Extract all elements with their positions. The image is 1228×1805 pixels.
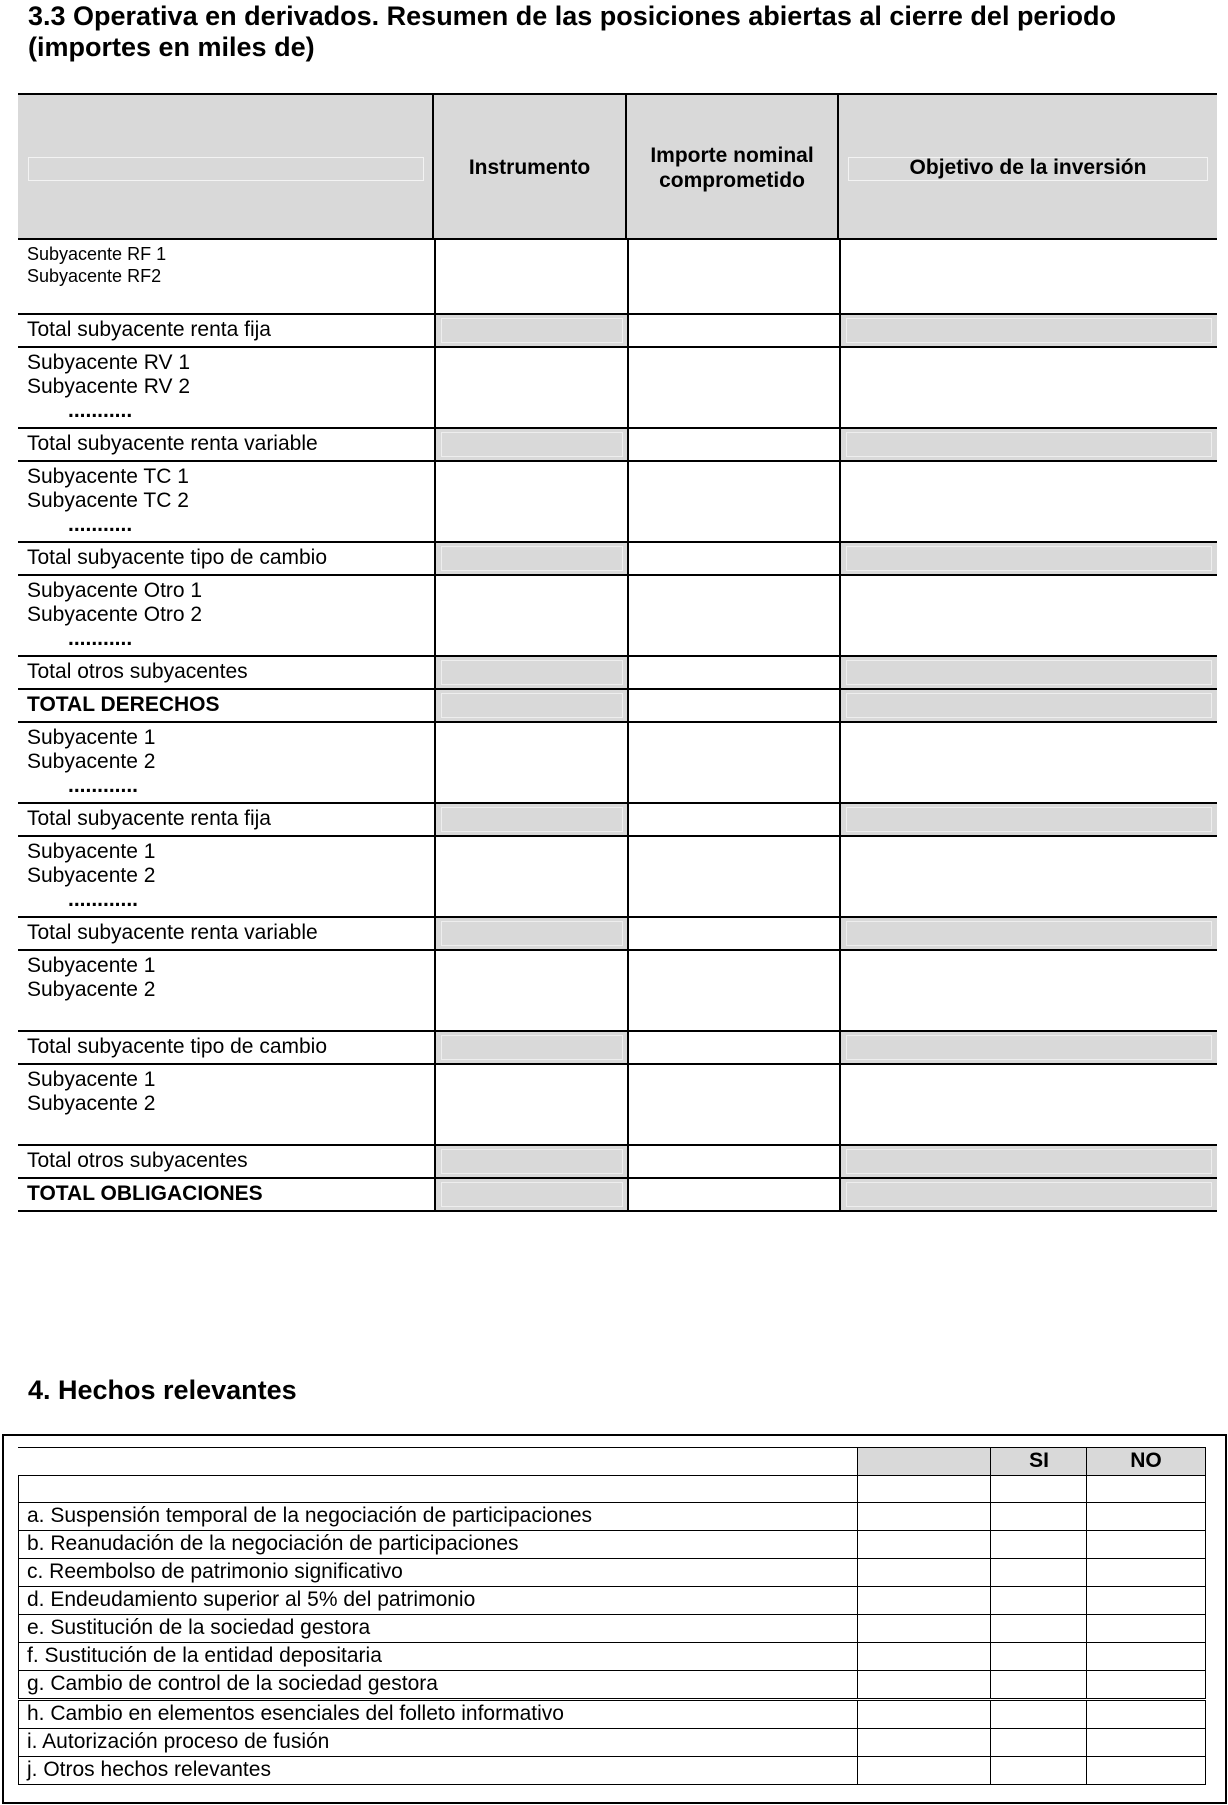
row-label: Total subyacente renta fija <box>27 807 271 830</box>
row-value-cell[interactable] <box>627 576 839 655</box>
cell-inner-frame <box>846 318 1212 343</box>
header-instrumento: Instrumento <box>468 156 591 179</box>
row-label: Total otros subyacentes <box>27 1149 248 1172</box>
cell-inner-frame <box>441 921 623 946</box>
hechos-no-cell <box>1086 1475 1206 1502</box>
row-label-cell <box>18 576 432 655</box>
header-objetivo: Objetivo de la inversión <box>909 156 1147 179</box>
cell-inner-frame <box>846 546 1212 571</box>
row-label-cell <box>18 1065 432 1144</box>
row-label: Subyacente Otro 1 <box>27 579 203 602</box>
row-label: Subyacente TC 2 <box>27 489 189 512</box>
hechos-rule <box>18 1784 1206 1785</box>
hechos-rule <box>18 1586 1206 1587</box>
hechos-spacer-cell <box>857 1614 991 1642</box>
row-value-cell[interactable] <box>839 576 1217 655</box>
row-value-cell[interactable] <box>839 429 1217 460</box>
row-value-cell[interactable] <box>434 429 628 460</box>
hechos-no-cell[interactable] <box>1086 1530 1206 1558</box>
hechos-no-cell[interactable] <box>1086 1670 1206 1698</box>
hechos-row <box>18 1756 1206 1784</box>
row-ellipsis: ............ <box>68 774 139 797</box>
row-value-cell[interactable] <box>434 462 628 541</box>
row-label: Subyacente 1 <box>27 1068 156 1091</box>
hechos-item: i. Autorización proceso de fusión <box>27 1730 330 1753</box>
header-importe-line2: comprometido <box>659 169 805 192</box>
table-body <box>18 240 1217 1212</box>
row-value-cell[interactable] <box>839 1065 1217 1144</box>
row-value-cell[interactable] <box>627 1146 839 1177</box>
hechos-label-cell <box>18 1558 858 1586</box>
row-ellipsis: ........... <box>68 627 133 650</box>
cell-inner-frame <box>441 432 623 457</box>
row-ellipsis: ........... <box>68 513 133 536</box>
table-row <box>18 240 1217 315</box>
hechos-spacer-cell <box>857 1475 991 1502</box>
row-label-cell <box>18 429 432 460</box>
hechos-spacer-cell <box>857 1502 991 1530</box>
hechos-si-cell[interactable] <box>990 1728 1087 1756</box>
hechos-label-cell <box>18 1475 858 1502</box>
row-value-cell[interactable] <box>627 240 839 313</box>
row-label: Total subyacente renta fija <box>27 318 271 341</box>
table-row <box>18 348 1217 429</box>
hechos-spacer-cell <box>857 1642 991 1670</box>
hechos-no-cell[interactable] <box>1086 1728 1206 1756</box>
section-title-units: (importes en miles de) <box>28 32 315 62</box>
row-value-cell[interactable] <box>839 543 1217 574</box>
hechos-label-cell <box>18 1447 857 1475</box>
hechos-rule <box>18 1447 1206 1448</box>
row-value-cell[interactable] <box>434 543 628 574</box>
hechos-label-cell <box>18 1700 858 1728</box>
hechos-rule <box>18 1558 1206 1559</box>
row-value-cell[interactable] <box>627 348 839 427</box>
hechos-si-cell <box>990 1447 1087 1475</box>
cell-inner-frame <box>846 432 1212 457</box>
row-label: Subyacente Otro 2 <box>27 603 203 626</box>
row-value-cell[interactable] <box>627 657 839 688</box>
hechos-no-cell[interactable] <box>1086 1700 1206 1728</box>
hechos-row <box>18 1558 1206 1586</box>
header-importe <box>627 143 837 193</box>
row-label: Subyacente RV 1 <box>27 351 191 374</box>
hechos-si-cell[interactable] <box>990 1614 1087 1642</box>
cell-inner-frame <box>846 660 1212 685</box>
row-value-cell[interactable] <box>839 348 1217 427</box>
row-value-cell[interactable] <box>434 576 628 655</box>
hechos-label-cell <box>18 1502 858 1530</box>
hechos-item: h. Cambio en elementos esenciales del folleto informativo <box>27 1702 564 1725</box>
hechos-no-cell[interactable] <box>1086 1756 1206 1784</box>
row-ellipsis: ............ <box>68 888 139 911</box>
cell-inner-frame <box>441 546 623 571</box>
hechos-spacer-cell <box>857 1700 991 1728</box>
hechos-row <box>18 1670 1206 1698</box>
table-row <box>18 918 1217 951</box>
cell-inner-frame <box>441 807 623 832</box>
row-label-cell <box>18 657 432 688</box>
table-row <box>18 690 1217 723</box>
hechos-title: 4. Hechos relevantes <box>28 1375 297 1405</box>
row-value-cell[interactable] <box>434 918 628 949</box>
row-value-cell[interactable] <box>434 951 628 1030</box>
hechos-si-cell[interactable] <box>990 1700 1087 1728</box>
hechos-col-no: NO <box>1130 1449 1162 1472</box>
row-label: Total subyacente tipo de cambio <box>27 546 328 569</box>
row-value-cell[interactable] <box>434 240 628 313</box>
hechos-row <box>18 1502 1206 1530</box>
hechos-no-cell <box>1086 1447 1206 1475</box>
hechos-rule <box>18 1502 1206 1503</box>
hechos-header <box>18 1447 1206 1475</box>
table-row <box>18 462 1217 543</box>
hechos-spacer-cell <box>857 1558 991 1586</box>
table-row <box>18 951 1217 1032</box>
hechos-rule <box>18 1670 1206 1671</box>
row-label: Subyacente 2 <box>27 864 156 887</box>
row-value-cell[interactable] <box>434 315 628 346</box>
row-value-cell[interactable] <box>839 918 1217 949</box>
hechos-item: g. Cambio de control de la sociedad gestora <box>27 1672 438 1695</box>
hechos-item: d. Endeudamiento superior al 5% del patrimonio <box>27 1588 476 1611</box>
row-label-cell <box>18 462 432 541</box>
hechos-item: b. Reanudación de la negociación de participaciones <box>27 1532 519 1555</box>
cell-inner-frame <box>441 1182 623 1207</box>
row-value-cell[interactable] <box>627 690 839 721</box>
row-ellipsis: ........... <box>68 399 133 422</box>
derivatives-table <box>18 93 1217 1212</box>
row-value-cell[interactable] <box>434 690 628 721</box>
hechos-label-cell <box>18 1756 858 1784</box>
cell-inner-frame <box>441 318 623 343</box>
hechos-si-cell[interactable] <box>990 1530 1087 1558</box>
row-value-cell[interactable] <box>839 1146 1217 1177</box>
hechos-si-cell <box>990 1475 1087 1502</box>
row-value-cell[interactable] <box>839 837 1217 916</box>
hechos-empty <box>18 1475 1206 1502</box>
row-value-cell[interactable] <box>434 723 628 802</box>
row-value-cell[interactable] <box>434 348 628 427</box>
hechos-rule <box>18 1642 1206 1643</box>
row-label-cell <box>18 837 432 916</box>
row-value-cell[interactable] <box>839 240 1217 313</box>
row-value-cell[interactable] <box>839 1032 1217 1063</box>
row-label-cell <box>18 315 432 346</box>
row-label: Subyacente RF2 <box>27 266 162 286</box>
hechos-row <box>18 1614 1206 1642</box>
row-label-cell <box>18 951 432 1030</box>
hechos-row <box>18 1586 1206 1614</box>
hechos-item: a. Suspensión temporal de la negociación de participaciones <box>27 1504 593 1527</box>
hechos-rule <box>18 1756 1206 1757</box>
row-label: Subyacente 1 <box>27 726 156 749</box>
row-label: TOTAL OBLIGACIONES <box>27 1182 263 1205</box>
row-value-cell[interactable] <box>627 543 839 574</box>
row-value-cell[interactable] <box>434 1032 628 1063</box>
row-value-cell[interactable] <box>839 690 1217 721</box>
hechos-label-cell <box>18 1614 858 1642</box>
row-value-cell[interactable] <box>627 429 839 460</box>
hechos-row <box>18 1700 1206 1728</box>
hechos-item: e. Sustitución de la sociedad gestora <box>27 1616 371 1639</box>
hechos-label-cell <box>18 1642 858 1670</box>
cell-inner-frame <box>441 693 623 718</box>
row-label: Subyacente TC 1 <box>27 465 189 488</box>
cell-inner-frame <box>441 1035 623 1060</box>
row-value-cell[interactable] <box>627 1065 839 1144</box>
hechos-spacer-cell <box>857 1586 991 1614</box>
cell-inner-frame <box>846 693 1212 718</box>
hechos-item: f. Sustitución de la entidad depositaria <box>27 1644 382 1667</box>
row-label-cell <box>18 240 432 313</box>
hechos-no-cell[interactable] <box>1086 1642 1206 1670</box>
table-row <box>18 429 1217 462</box>
row-label: TOTAL DERECHOS <box>27 693 220 716</box>
row-label: Subyacente 2 <box>27 978 156 1001</box>
row-label-cell <box>18 804 432 835</box>
table-row <box>18 1032 1217 1065</box>
hechos-spacer-cell <box>857 1670 991 1698</box>
row-value-cell[interactable] <box>434 804 628 835</box>
row-value-cell[interactable] <box>839 804 1217 835</box>
row-value-cell[interactable] <box>627 1179 839 1210</box>
table-row <box>18 1179 1217 1212</box>
row-value-cell[interactable] <box>839 1179 1217 1210</box>
cell-inner-frame <box>846 1149 1212 1174</box>
row-value-cell[interactable] <box>839 657 1217 688</box>
hechos-no-cell[interactable] <box>1086 1586 1206 1614</box>
hechos-rule <box>18 1698 1206 1699</box>
hechos-item: j. Otros hechos relevantes <box>27 1758 271 1781</box>
hechos-rule <box>18 1530 1206 1531</box>
row-label: Subyacente RF 1 <box>27 244 167 264</box>
hechos-row <box>18 1642 1206 1670</box>
row-label: Subyacente 2 <box>27 750 156 773</box>
hechos-label-cell <box>18 1728 858 1756</box>
hechos-no-cell[interactable] <box>1086 1614 1206 1642</box>
hechos-spacer-cell <box>857 1728 991 1756</box>
row-label: Total subyacente renta variable <box>27 432 318 455</box>
row-label: Total subyacente renta variable <box>27 921 318 944</box>
hechos-rule <box>18 1614 1206 1615</box>
hechos-label-cell <box>18 1530 858 1558</box>
row-value-cell[interactable] <box>627 951 839 1030</box>
cell-inner-frame <box>846 921 1212 946</box>
row-label-cell <box>18 543 432 574</box>
hechos-label-cell <box>18 1670 858 1698</box>
row-value-cell[interactable] <box>839 723 1217 802</box>
row-value-cell[interactable] <box>839 315 1217 346</box>
hechos-spacer-cell <box>857 1756 991 1784</box>
hechos-spacer-cell <box>857 1447 991 1475</box>
cell-inner-frame <box>846 1182 1212 1207</box>
table-row <box>18 576 1217 657</box>
cell-inner-frame <box>441 660 623 685</box>
row-value-cell[interactable] <box>627 462 839 541</box>
row-label-cell <box>18 1179 432 1210</box>
hechos-no-cell[interactable] <box>1086 1558 1206 1586</box>
cell-inner-frame <box>846 807 1212 832</box>
hechos-si-cell[interactable] <box>990 1642 1087 1670</box>
section-title: 3.3 Operativa en derivados. Resumen de las posiciones abiertas al cierre del periodo <box>28 1 1116 31</box>
hechos-col-si: SI <box>1029 1449 1049 1472</box>
table-row <box>18 723 1217 804</box>
hechos-si-cell[interactable] <box>990 1670 1087 1698</box>
hechos-spacer-cell <box>857 1530 991 1558</box>
row-label: Subyacente 2 <box>27 1092 156 1115</box>
row-value-cell[interactable] <box>627 837 839 916</box>
row-label-cell <box>18 918 432 949</box>
hechos-label-cell <box>18 1586 858 1614</box>
hechos-si-cell[interactable] <box>990 1502 1087 1530</box>
hechos-si-cell[interactable] <box>990 1586 1087 1614</box>
hechos-rule <box>18 1728 1206 1729</box>
row-label: Subyacente 1 <box>27 954 156 977</box>
row-label-cell <box>18 1032 432 1063</box>
hechos-rule <box>18 1475 1206 1476</box>
table-header <box>18 93 1217 240</box>
row-label: Subyacente RV 2 <box>27 375 191 398</box>
table-row <box>18 543 1217 576</box>
row-label: Subyacente 1 <box>27 840 156 863</box>
row-value-cell[interactable] <box>434 1065 628 1144</box>
hechos-rule <box>18 1700 1206 1701</box>
row-label: Total otros subyacentes <box>27 660 248 683</box>
row-label-cell <box>18 690 432 721</box>
row-label-cell <box>18 1146 432 1177</box>
row-value-cell[interactable] <box>627 918 839 949</box>
row-value-cell[interactable] <box>627 1032 839 1063</box>
table-row <box>18 315 1217 348</box>
hechos-row <box>18 1728 1206 1756</box>
hechos-row <box>18 1530 1206 1558</box>
table-row <box>18 657 1217 690</box>
row-label: Total subyacente tipo de cambio <box>27 1035 328 1058</box>
cell-inner-frame <box>441 1149 623 1174</box>
row-value-cell[interactable] <box>839 462 1217 541</box>
table-row <box>18 1065 1217 1146</box>
table-row <box>18 1146 1217 1179</box>
row-value-cell[interactable] <box>434 657 628 688</box>
table-row <box>18 837 1217 918</box>
row-label-cell <box>18 723 432 802</box>
row-value-cell[interactable] <box>627 315 839 346</box>
row-value-cell[interactable] <box>434 1146 628 1177</box>
cell-inner-frame <box>846 1035 1212 1060</box>
table-row <box>18 804 1217 837</box>
row-label-cell <box>18 348 432 427</box>
hechos-no-cell[interactable] <box>1086 1502 1206 1530</box>
hechos-si-cell[interactable] <box>990 1756 1087 1784</box>
row-value-cell[interactable] <box>839 951 1217 1030</box>
header-band <box>28 157 424 181</box>
hechos-item: c. Reembolso de patrimonio significativo <box>27 1560 403 1583</box>
row-value-cell[interactable] <box>434 1179 628 1210</box>
row-value-cell[interactable] <box>627 723 839 802</box>
hechos-si-cell[interactable] <box>990 1558 1087 1586</box>
header-importe-line1: Importe nominal <box>650 144 814 167</box>
row-value-cell[interactable] <box>434 837 628 916</box>
row-value-cell[interactable] <box>627 804 839 835</box>
